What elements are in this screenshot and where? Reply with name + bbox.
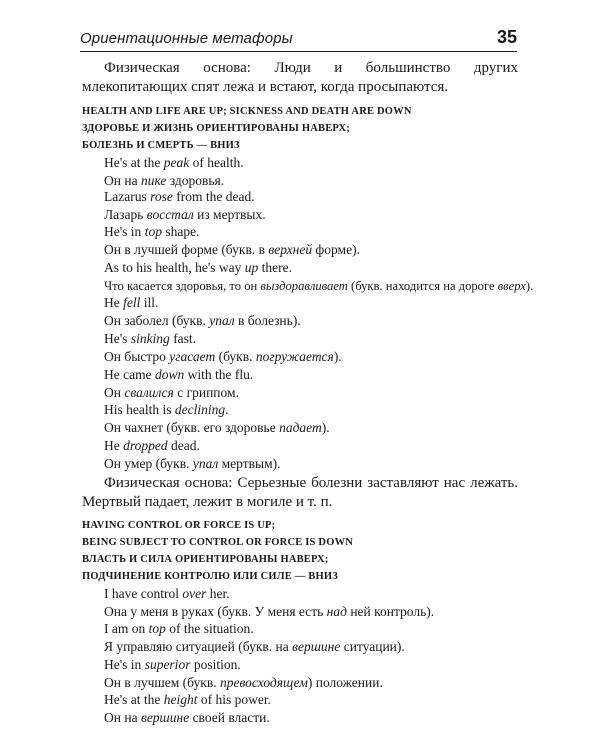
example-en: He came down with the flu. <box>104 367 254 382</box>
example-ru: Он на пике здоровья. <box>104 173 225 188</box>
example-pair <box>104 620 524 656</box>
example-en: He's sinking fast. <box>104 331 197 346</box>
example-en: He's in superior position. <box>104 657 241 672</box>
example-en: I am on top of the situation. <box>104 621 254 636</box>
basis-paragraph: Физическая основа: Серьезные болезни заставляют нас лежать. Мертвый падает, лежит в могиле и т. п. <box>82 475 518 510</box>
section2-heading <box>82 517 522 585</box>
example-ru: Она у меня в руках (букв. У меня есть над ней контроль). <box>104 604 435 619</box>
example-pair <box>104 259 534 295</box>
example-en: He's in top shape. <box>104 224 200 239</box>
example-pair <box>104 188 524 224</box>
heading-line: HEALTH AND LIFE ARE UP; SICKNESS AND DEATH ARE DOWN <box>82 106 412 117</box>
page-number: 35 <box>496 27 517 47</box>
example-en: He dropped dead. <box>104 438 200 453</box>
example-pair <box>104 330 524 366</box>
example-pair <box>104 691 524 727</box>
section1-heading <box>82 103 522 154</box>
example-ru: Он чахнет (букв. его здоровье падает). <box>104 420 330 435</box>
heading-line: ЗДОРОВЬЕ И ЖИЗНЬ ОРИЕНТИРОВАНЫ НАВЕРХ; <box>82 123 350 134</box>
example-en: He's at the height of his power. <box>104 692 272 707</box>
example-ru: Он свалился с гриппом. <box>104 385 239 400</box>
running-head <box>80 27 517 52</box>
example-ru: Я управляю ситуацией (букв. на вершине ситуации). <box>104 639 405 654</box>
example-ru: Он в лучшем (букв. превосходящем) положении. <box>104 675 383 690</box>
example-pair <box>104 366 524 402</box>
heading-line: ВЛАСТЬ И СИЛА ОРИЕНТИРОВАНЫ НАВЕРХ; <box>82 554 329 565</box>
example-pair <box>104 401 524 437</box>
example-ru: Он в лучшей форме (букв. в верхней форме). <box>104 242 360 257</box>
example-pair <box>104 223 524 259</box>
example-ru: Что касается здоровья, то он выздоравливает (букв. находится на дороге вверх). <box>104 279 534 293</box>
heading-line: HAVING CONTROL OR FORCE IS UP; <box>82 520 276 531</box>
example-en: I have control over her. <box>104 586 230 601</box>
example-ru: Он заболел (букв. упал в болезнь). <box>104 313 301 328</box>
example-pair <box>104 656 524 692</box>
example-pair <box>104 294 524 330</box>
heading-line: БОЛЕЗНЬ И СМЕРТЬ — ВНИЗ <box>82 140 240 151</box>
example-ru: Он быстро угасает (букв. погружается). <box>104 349 342 364</box>
example-pair <box>104 585 524 621</box>
example-ru: Он умер (букв. упал мертвым). <box>104 456 281 471</box>
example-ru: Он на вершине своей власти. <box>104 710 270 725</box>
example-en: His health is declining. <box>104 402 229 417</box>
example-en: As to his health, he's way up there. <box>104 260 293 275</box>
example-pair <box>104 154 524 190</box>
heading-line: BEING SUBJECT TO CONTROL OR FORCE IS DOWN <box>82 537 354 548</box>
example-en: Lazarus rose from the dead. <box>104 189 255 204</box>
intro-paragraph: Физическая основа: Люди и большинство других млекопитающих спят лежа и встают, когда просыпаются. <box>82 60 518 95</box>
example-en: He's at the peak of health. <box>104 155 244 170</box>
example-pair <box>104 437 524 473</box>
heading-line: ПОДЧИНЕНИЕ КОНТРОЛЮ ИЛИ СИЛЕ — ВНИЗ <box>82 571 338 582</box>
example-en: He fell ill. <box>104 295 159 310</box>
example-ru: Лазарь восстал из мертвых. <box>104 207 266 222</box>
chapter-title: Ориентационные метафоры <box>80 30 293 47</box>
